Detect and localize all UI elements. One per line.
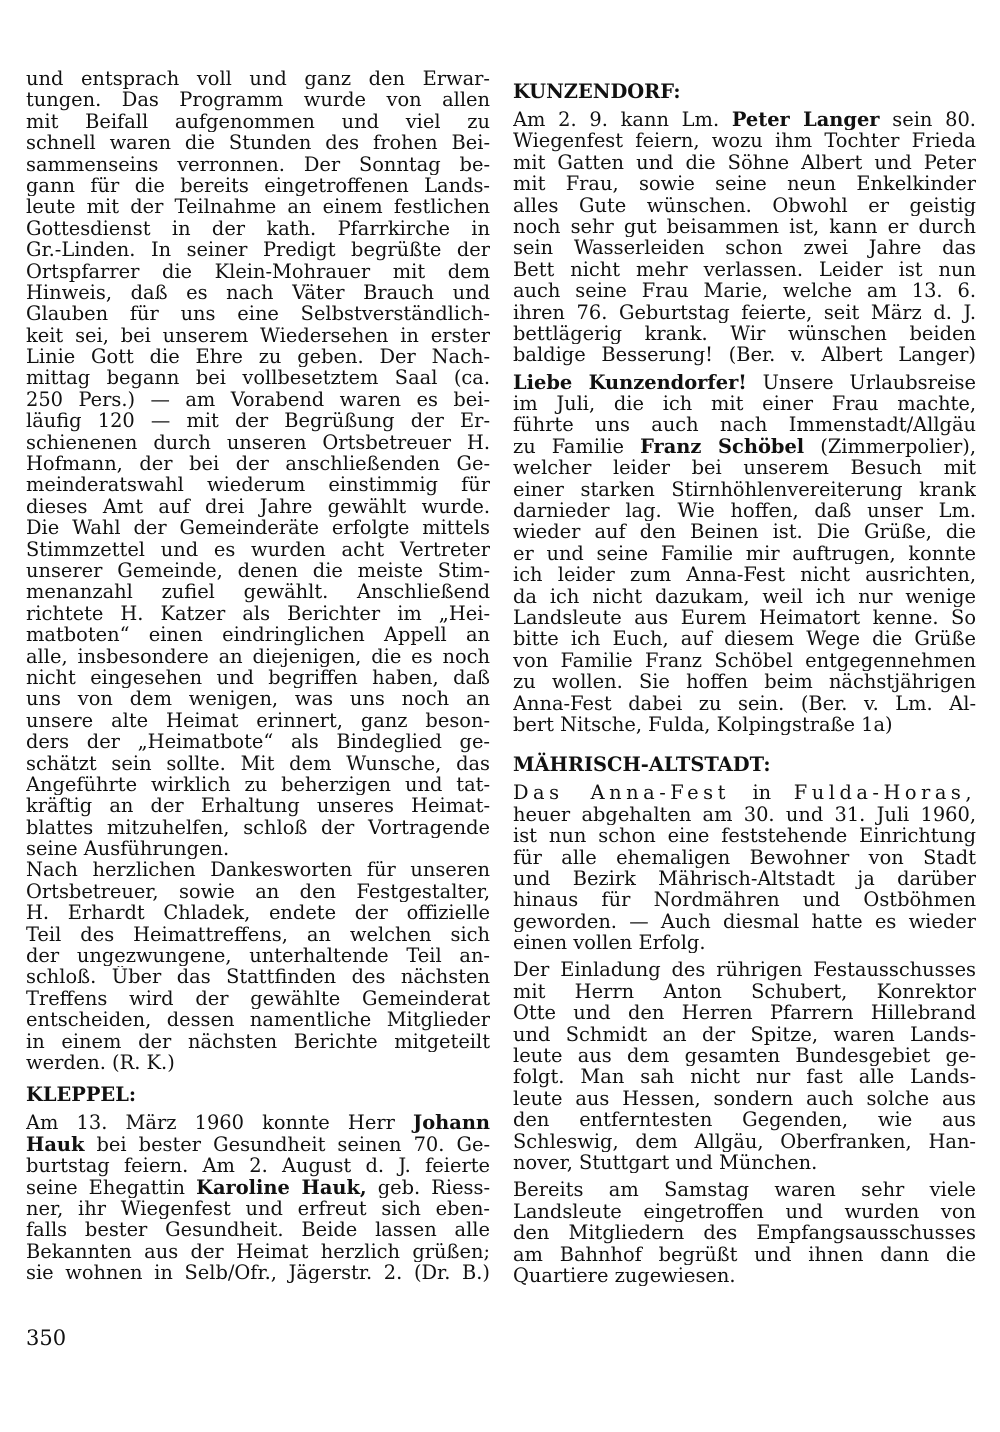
text-line: im Juli, die ich mit einer Frau machte, — [513, 393, 976, 415]
paragraph-kunzendorf-letter — [513, 372, 976, 736]
text-line: matboten“ einen eindringlichen Appell an — [26, 624, 490, 646]
text-line: Gottesdienst in der kath. Pfarrkirche in — [26, 217, 490, 240]
text-line: er und seine Familie mir auftrugen, konnte — [513, 542, 976, 565]
text-line: da ich nicht dazukam, weil ich nur wenige — [513, 585, 976, 607]
text-line: alles Gute wünschen. Obwohl er geistig — [513, 194, 976, 216]
text-line: Bekannten aus der Heimat herzlich grüßen; — [26, 1240, 490, 1263]
text-line: unserer Gemeinde, denen die meiste Stim- — [26, 559, 490, 582]
text-line: Hofmann, der bei der anschließenden Ge- — [26, 453, 490, 475]
paragraph-festival-report — [26, 68, 490, 859]
text-line: leute aus Hessen, sondern auch solche aus — [513, 1087, 976, 1110]
text-line: schienenen durch unseren Ortsbetreuer H. — [26, 431, 490, 454]
text-line: Am 2. 9. kann Lm. Peter Langer sein 80. — [513, 109, 976, 131]
text-line: Hinweis, daß es nach Väter Brauch und — [26, 281, 490, 304]
text-line: sein Wasserleiden schon zwei Jahre das — [513, 237, 976, 259]
text-line: uns von dem wenigen, was uns noch an — [26, 688, 490, 710]
text-line: darnieder lag. Wie hoffen, daß unser Lm. — [513, 500, 976, 522]
text-line: bert Nitsche, Fulda, Kolpingstraße 1a) — [513, 713, 893, 736]
text-line: Nach herzlichen Dankesworten für unseren — [26, 859, 490, 881]
text-line: leute mit der Teilnahme an einem festlichen — [26, 196, 490, 218]
text-line: H. Erhardt Chladek, endete der offizielle — [26, 902, 490, 924]
text-line: blattes mitzuhelfen, schloß der Vortragende — [26, 816, 490, 839]
text-line: folgt. Man sah nicht nur fast alle Lands- — [513, 1066, 976, 1088]
paragraph-kunzendorf-birthday — [513, 109, 976, 366]
text-line: nicht eingesehen und begriffen haben, daß — [26, 666, 490, 689]
text-line: ders der „Heimatbote“ als Bindeglied ge- — [26, 731, 490, 753]
text-line: unsere alte Heimat erinnert, ganz beson- — [26, 709, 490, 732]
text-line: bitte ich Euch, auf diesem Wege die Grüße — [513, 628, 976, 650]
text-line: seine Ausführungen. — [26, 838, 230, 860]
text-line: ihren 76. Geburtstag feierte, seit März d. J. — [513, 301, 976, 323]
text-line: Landsleute aus Eurem Heimatort kenne. So — [513, 606, 976, 629]
text-line: 250 Pers.) — am Vorabend waren es bei- — [26, 388, 490, 411]
text-line: Wiegenfest feiern, wozu ihm Tochter Frieda — [513, 130, 976, 152]
text-line: Der Einladung des rührigen Festausschusses — [513, 959, 976, 981]
text-line: wieder auf den Beinen ist. Die Grüße, die — [513, 521, 976, 543]
text-line: läufig 120 — mit der Begrüßung der Er- — [26, 410, 490, 432]
text-line: burtstag feiern. Am 2. August d. J. feierte — [26, 1155, 490, 1177]
page-number: 350 — [26, 1326, 67, 1350]
section-heading-kunzendorf: KUNZENDORF: — [513, 80, 681, 103]
text-line: zu Familie Franz Schöbel (Zimmerpolier), — [513, 435, 976, 458]
text-line: welcher leider bei unserem Besuch mit — [513, 457, 976, 479]
text-line: nover, Stuttgart und München. — [513, 1151, 818, 1174]
text-line: zu wollen. Sie hoffen beim nächstjährigen — [513, 671, 976, 693]
person-name: Karoline Hauk, — [196, 1176, 367, 1198]
text-line: gann für die bereits eingetroffenen Lands- — [26, 174, 490, 197]
text-line: entscheiden, dessen namentliche Mitglieder — [26, 1009, 490, 1031]
paragraph-arrival — [513, 1179, 976, 1286]
text-line: kräftig an der Erhaltung unseres Heimat- — [26, 795, 490, 817]
text-line: schnell waren die Stunden des frohen Bei- — [26, 132, 490, 154]
text-line: Hauk bei bester Gesundheit seinen 70. Ge- — [26, 1133, 490, 1156]
text-line: Angeführte wirklich zu beherzigen und tat- — [26, 773, 490, 796]
paragraph-invitation — [513, 959, 976, 1173]
paragraph-kleppel — [26, 1112, 490, 1283]
person-name: Franz Schöbel — [640, 435, 805, 458]
text-line: mittag begann bei vollbesetztem Saal (ca. — [26, 367, 490, 389]
text-line: auch seine Frau Marie, welche am 13. 6. — [513, 280, 976, 302]
person-name: Peter Langer — [731, 109, 880, 131]
section-heading-maehrisch-altstadt: MÄHRISCH-ALTSTADT: — [513, 753, 771, 777]
text-line: am Bahnhof begrüßt und ihnen dann die — [513, 1243, 976, 1265]
text-line: baldige Besserung! (Ber. v. Albert Langer) — [513, 344, 976, 366]
text-line: von Familie Franz Schöbel entgegennehmen — [513, 649, 976, 672]
salutation: Liebe Kunzendorfer! — [513, 371, 747, 394]
text-line: noch sehr gut beisammen ist, kann er durch — [513, 215, 976, 238]
text-line: werden. (R. K.) — [26, 1051, 175, 1074]
text-line: mit Frau, sowie seine neun Enkelkinder — [513, 173, 976, 195]
text-line: Am 13. März 1960 konnte Herr Johann — [26, 1112, 490, 1134]
text-line: und Schmidt an der Spitze, waren Lands- — [513, 1023, 976, 1046]
text-line: alle, insbesondere an diejenigen, die es noch — [26, 645, 490, 667]
text-line: Ortsbetreuer, sowie an den Festgestalter, — [26, 880, 490, 903]
text-line: sammenseins verronnen. Der Sonntag be- — [26, 153, 490, 175]
text-line: menanzahl zufiel gewählt. Anschließend — [26, 581, 490, 603]
text-line: falls bester Gesundheit. Beide lassen alle — [26, 1219, 490, 1241]
text-line: in einem der nächsten Berichte mitgeteilt — [26, 1030, 490, 1052]
text-line: Ortspfarrer die Klein-Mohrauer mit dem — [26, 260, 490, 282]
text-line: mit Herrn Anton Schubert, Konrektor — [513, 980, 976, 1003]
text-line: leute aus dem gesamten Bundesgebiet ge- — [513, 1045, 976, 1067]
text-line: mit Beifall aufgenommen und viel zu — [26, 110, 490, 133]
right-column — [513, 80, 976, 1286]
text-line: Glauben für uns eine Selbstverständlich- — [26, 303, 490, 325]
text-line: schloß. Über das Stattfinden des nächsten — [26, 966, 490, 988]
text-line: Stimmzettel und es wurden acht Vertreter — [26, 538, 490, 560]
text-line: schätzt sein sollte. Mit dem Wunsche, das — [26, 752, 490, 774]
paragraph-closing — [26, 859, 490, 1073]
text-line: einen vollen Erfolg. — [513, 932, 706, 954]
text-line: sie wohnen in Selb/Ofr., Jägerstr. 2. (Dr. B.) — [26, 1262, 490, 1284]
text-line: tungen. Das Programm wurde von allen — [26, 89, 490, 111]
text-line: einer starken Stirnhöhlenvereiterung krank — [513, 478, 976, 501]
text-line: keit sei, bei unserem Wiedersehen in erster — [26, 324, 490, 347]
section-heading-kleppel: KLEPPEL: — [26, 1083, 137, 1107]
text-line: ich leider zum Anna-Fest nicht ausrichten, — [513, 564, 976, 586]
text-line: richtete H. Katzer als Berichter im „Hei- — [26, 602, 490, 625]
text-line: mit Gatten und die Söhne Albert und Peter — [513, 151, 976, 174]
text-line: für alle ehemaligen Bewohner von Stadt — [513, 846, 976, 868]
text-line: Das Anna-Fest in Fulda-Horas, — [513, 782, 976, 804]
text-line: Gr.-Linden. In seiner Predigt begrüßte der — [26, 239, 490, 261]
text-line: meinderatswahl wiederum einstimmig für — [26, 474, 490, 496]
text-line: ner, ihr Wiegenfest und erfreut sich eben- — [26, 1197, 490, 1220]
text-line: und Bezirk Mährisch-Altstadt ja darüber — [513, 867, 976, 890]
text-line: Schleswig, dem Allgäu, Oberfranken, Han- — [513, 1130, 976, 1152]
text-line: den Mitgliedern des Empfangsausschusses — [513, 1222, 976, 1244]
text-line: ist nun schon eine feststehende Einrichtung — [513, 825, 976, 847]
text-line: Liebe Kunzendorfer! Unsere Urlaubsreise — [513, 371, 976, 394]
text-line: dieses Amt auf drei Jahre gewählt wurde. — [26, 495, 490, 518]
text-line: Bereits am Samstag waren sehr viele — [513, 1179, 976, 1201]
text-line: Die Wahl der Gemeinderäte erfolgte mittels — [26, 517, 490, 539]
text-line: Quartiere zugewiesen. — [513, 1264, 736, 1287]
person-name: Johann — [413, 1112, 490, 1134]
left-column — [26, 68, 490, 1283]
text-line: bettlägerig krank. Wir wünschen beiden — [513, 322, 976, 345]
text-line: der ungezwungene, unterhaltende Teil an- — [26, 945, 490, 967]
text-line: Treffens wird der gewählte Gemeinderat — [26, 987, 490, 1010]
text-line: führte uns auch nach Immenstadt/Allgäu — [513, 414, 976, 436]
text-line: Landsleute eingetroffen und wurden von — [513, 1200, 976, 1223]
text-line: Teil des Heimattreffens, an welchen sich — [26, 923, 490, 946]
text-line: geworden. — Auch diesmal hatte es wieder — [513, 910, 976, 933]
text-line: Bett nicht mehr verlassen. Leider ist nun — [513, 258, 976, 281]
text-line: den entferntesten Gegenden, wie aus — [513, 1109, 976, 1131]
text-line: hinaus für Nordmähren und Ostböhmen — [513, 889, 976, 911]
person-name: Hauk — [26, 1133, 85, 1156]
paragraph-anna-fest — [513, 782, 976, 953]
text-line: und entsprach voll und ganz den Erwar- — [26, 68, 490, 90]
text-line: Anna-Fest dabei zu sein. (Ber. v. Lm. Al- — [513, 692, 976, 714]
text-line: Otte und den Herren Pfarrern Hillebrand — [513, 1002, 976, 1024]
text-line: seine Ehegattin Karoline Hauk, geb. Riess- — [26, 1176, 490, 1198]
text-line: heuer abgehalten am 30. und 31. Juli 1960, — [513, 803, 976, 826]
text-line: Linie Gott die Ehre zu geben. Der Nach- — [26, 346, 490, 368]
